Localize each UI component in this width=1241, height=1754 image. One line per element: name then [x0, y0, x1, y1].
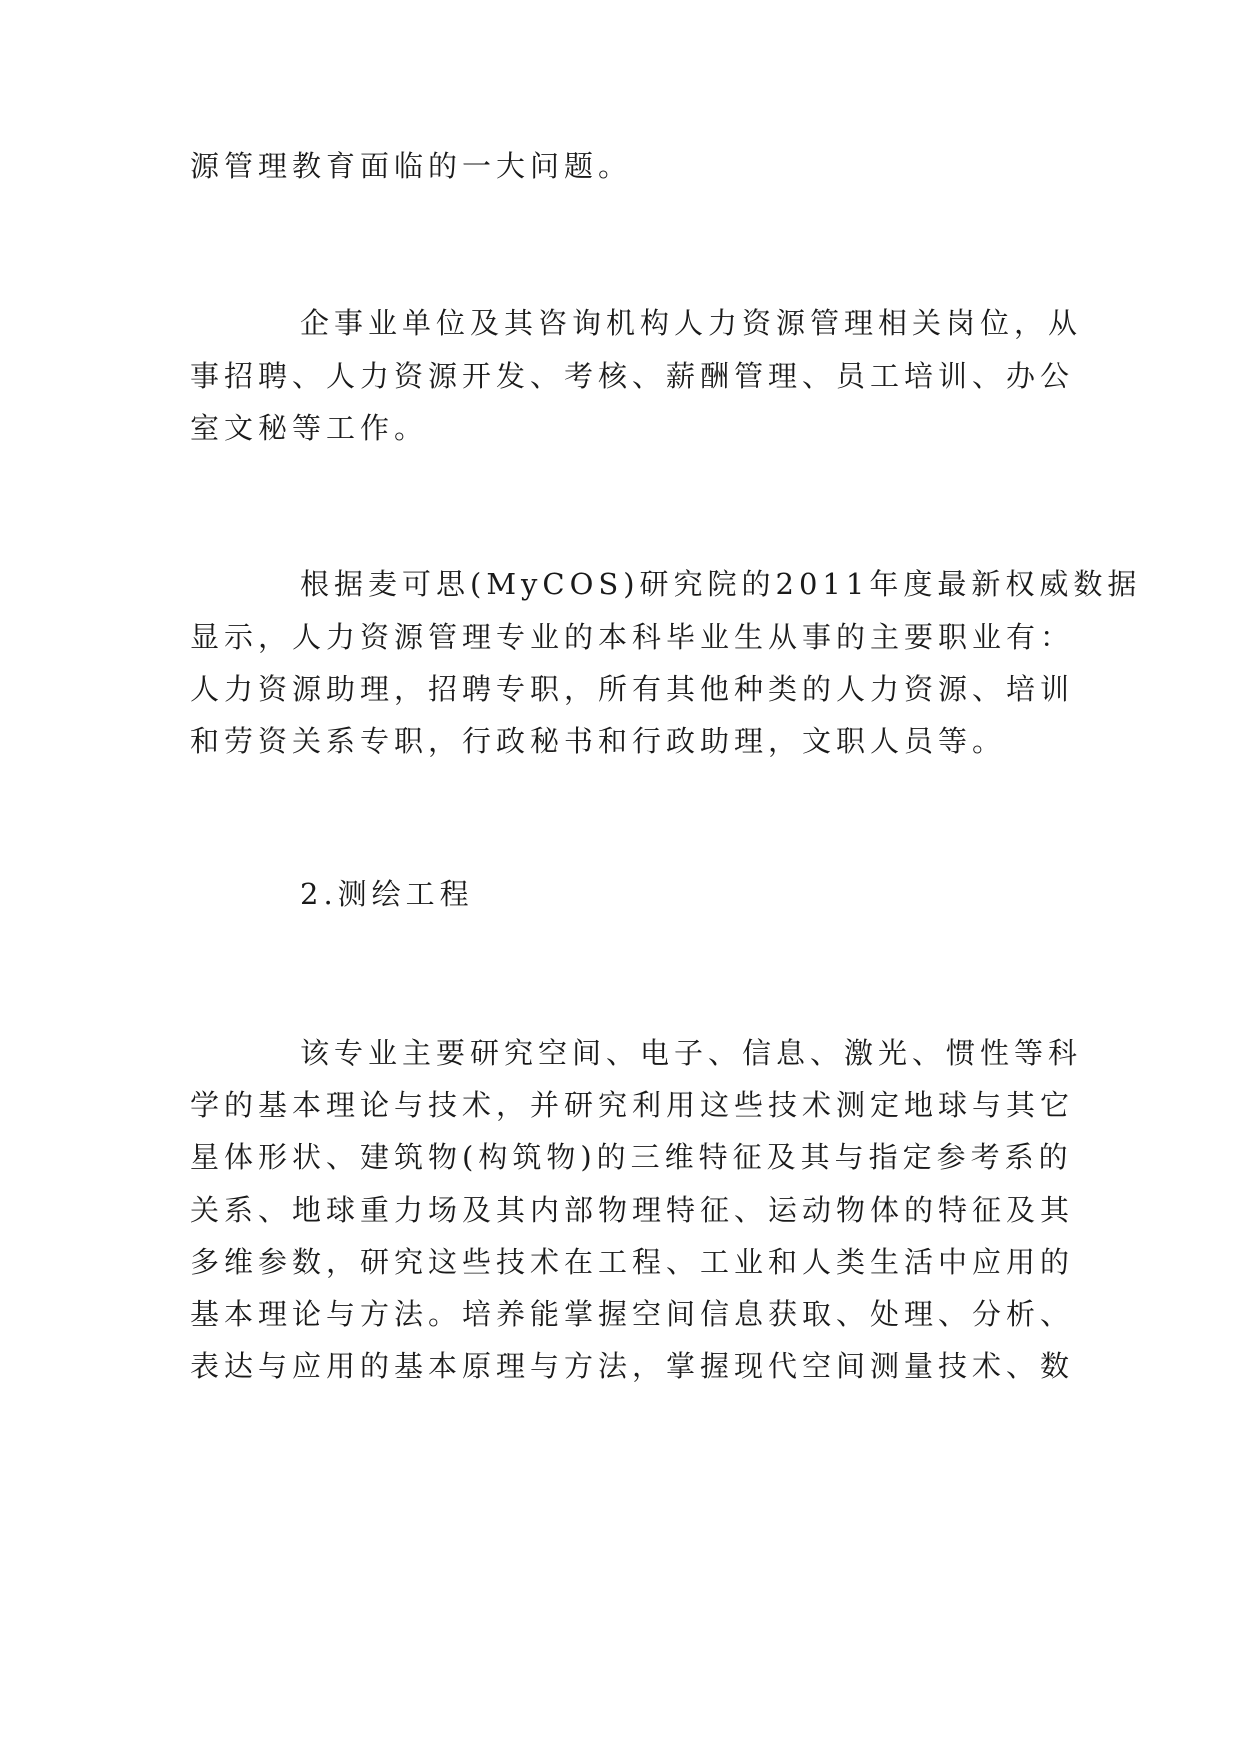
- paragraph-line: 多维参数，研究这些技术在工程、工业和人类生活中应用的: [190, 1245, 1075, 1279]
- paragraph-line: 学的基本理论与技术，并研究利用这些技术测定地球与其它: [190, 1088, 1075, 1122]
- paragraph-line: 源管理教育面临的一大问题。: [190, 149, 633, 183]
- paragraph-line: 显示，人力资源管理专业的本科毕业生从事的主要职业有：: [190, 620, 1075, 654]
- paragraph-line: 事招聘、人力资源开发、考核、薪酬管理、员工培训、办公: [190, 359, 1075, 393]
- paragraph-line: 该专业主要研究空间、电子、信息、激光、惯性等科: [300, 1036, 1083, 1070]
- paragraph-line: 人力资源助理，招聘专职，所有其他种类的人力资源、培训: [190, 672, 1075, 706]
- paragraph-line: 室文秘等工作。: [190, 411, 429, 445]
- paragraph-line: 星体形状、建筑物(构筑物)的三维特征及其与指定参考系的: [190, 1140, 1073, 1174]
- paragraph-line: 和劳资关系专职，行政秘书和行政助理，文职人员等。: [190, 724, 1007, 758]
- paragraph-line: 基本理论与方法。培养能掌握空间信息获取、处理、分析、: [190, 1297, 1075, 1331]
- paragraph-line: 表达与应用的基本原理与方法，掌握现代空间测量技术、数: [190, 1349, 1075, 1383]
- section-heading: 2.测绘工程: [300, 877, 474, 911]
- paragraph-line: 根据麦可思(MyCOS)研究院的2011年度最新权威数据: [300, 567, 1142, 601]
- paragraph-line: 企事业单位及其咨询机构人力资源管理相关岗位，从: [300, 306, 1083, 340]
- paragraph-line: 关系、地球重力场及其内部物理特征、运动物体的特征及其: [190, 1193, 1075, 1227]
